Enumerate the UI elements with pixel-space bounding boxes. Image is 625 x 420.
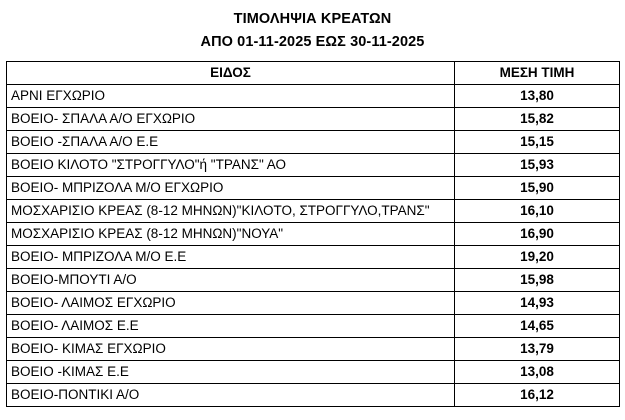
item-price: 15,93 — [455, 154, 620, 177]
item-price: 14,65 — [455, 315, 620, 338]
table-row — [7, 315, 620, 338]
document-title: ΤΙΜΟΛΗΨΙΑ ΚΡΕΑΤΩΝ — [233, 11, 392, 27]
column-header-item: ΕΙΔΟΣ — [7, 62, 455, 85]
item-price: 16,90 — [455, 223, 620, 246]
item-price: 13,80 — [455, 85, 620, 108]
item-name: ΒΟΕΙΟ- ΛΑΙΜΟΣ Ε.Ε — [7, 315, 455, 338]
item-price: 13,08 — [455, 361, 620, 384]
item-name: ΒΟΕΙΟ-ΜΠΟΥΤΙ Α/Ο — [7, 269, 455, 292]
date-range: ΑΠΟ 01-11-2025 ΕΩΣ 30-11-2025 — [200, 34, 425, 50]
item-name: ΒΟΕΙΟ -ΚΙΜΑΣ Ε.Ε — [7, 361, 455, 384]
table-row — [7, 292, 620, 315]
item-price: 15,90 — [455, 177, 620, 200]
price-table — [6, 61, 620, 407]
item-price: 15,98 — [455, 269, 620, 292]
item-price: 13,79 — [455, 338, 620, 361]
item-price: 19,20 — [455, 246, 620, 269]
item-price: 15,82 — [455, 108, 620, 131]
table-row — [7, 131, 620, 154]
table-row — [7, 384, 620, 407]
item-name: ΒΟΕΙΟ- ΜΠΡΙΖΟΛΑ Μ/Ο ΕΓΧΩΡΙΟ — [7, 177, 455, 200]
item-name: ΑΡΝΙ ΕΓΧΩΡΙΟ — [7, 85, 455, 108]
item-name: ΒΟΕΙΟ- ΣΠΑΛΑ Α/Ο ΕΓΧΩΡΙΟ — [7, 108, 455, 131]
item-name: ΒΟΕΙΟ- ΛΑΙΜΟΣ ΕΓΧΩΡΙΟ — [7, 292, 455, 315]
table-header-row — [7, 62, 620, 85]
table-row — [7, 85, 620, 108]
table-row — [7, 154, 620, 177]
table-row — [7, 177, 620, 200]
item-name: ΜΟΣΧΑΡΙΣΙΟ ΚΡΕΑΣ (8-12 ΜΗΝΩΝ)"ΚΙΛΟΤΟ, ΣΤΡΟΓΓΥΛΟ,ΤΡΑΝΣ" — [7, 200, 455, 223]
item-name: ΒΟΕΙΟ- ΚΙΜΑΣ ΕΓΧΩΡΙΟ — [7, 338, 455, 361]
item-name: ΒΟΕΙΟ- ΜΠΡΙΖΟΛΑ Μ/Ο Ε.Ε — [7, 246, 455, 269]
column-header-price: ΜΕΣΗ ΤΙΜΗ — [455, 62, 620, 85]
item-price: 15,15 — [455, 131, 620, 154]
table-row — [7, 223, 620, 246]
item-name: ΒΟΕΙΟ ΚΙΛΟΤΟ "ΣΤΡΟΓΓΥΛΟ"ή "ΤΡΑΝΣ" ΑΟ — [7, 154, 455, 177]
table-row — [7, 338, 620, 361]
item-price: 16,12 — [455, 384, 620, 407]
item-name: ΜΟΣΧΑΡΙΣΙΟ ΚΡΕΑΣ (8-12 ΜΗΝΩΝ)"ΝΟΥΑ" — [7, 223, 455, 246]
table-row — [7, 108, 620, 131]
table-row — [7, 269, 620, 292]
item-name: ΒΟΕΙΟ -ΣΠΑΛΑ Α/Ο Ε.Ε — [7, 131, 455, 154]
item-price: 14,93 — [455, 292, 620, 315]
table-row — [7, 361, 620, 384]
item-name: ΒΟΕΙΟ-ΠΟΝΤΙΚΙ Α/Ο — [7, 384, 455, 407]
item-price: 16,10 — [455, 200, 620, 223]
table-row — [7, 246, 620, 269]
table-row — [7, 200, 620, 223]
